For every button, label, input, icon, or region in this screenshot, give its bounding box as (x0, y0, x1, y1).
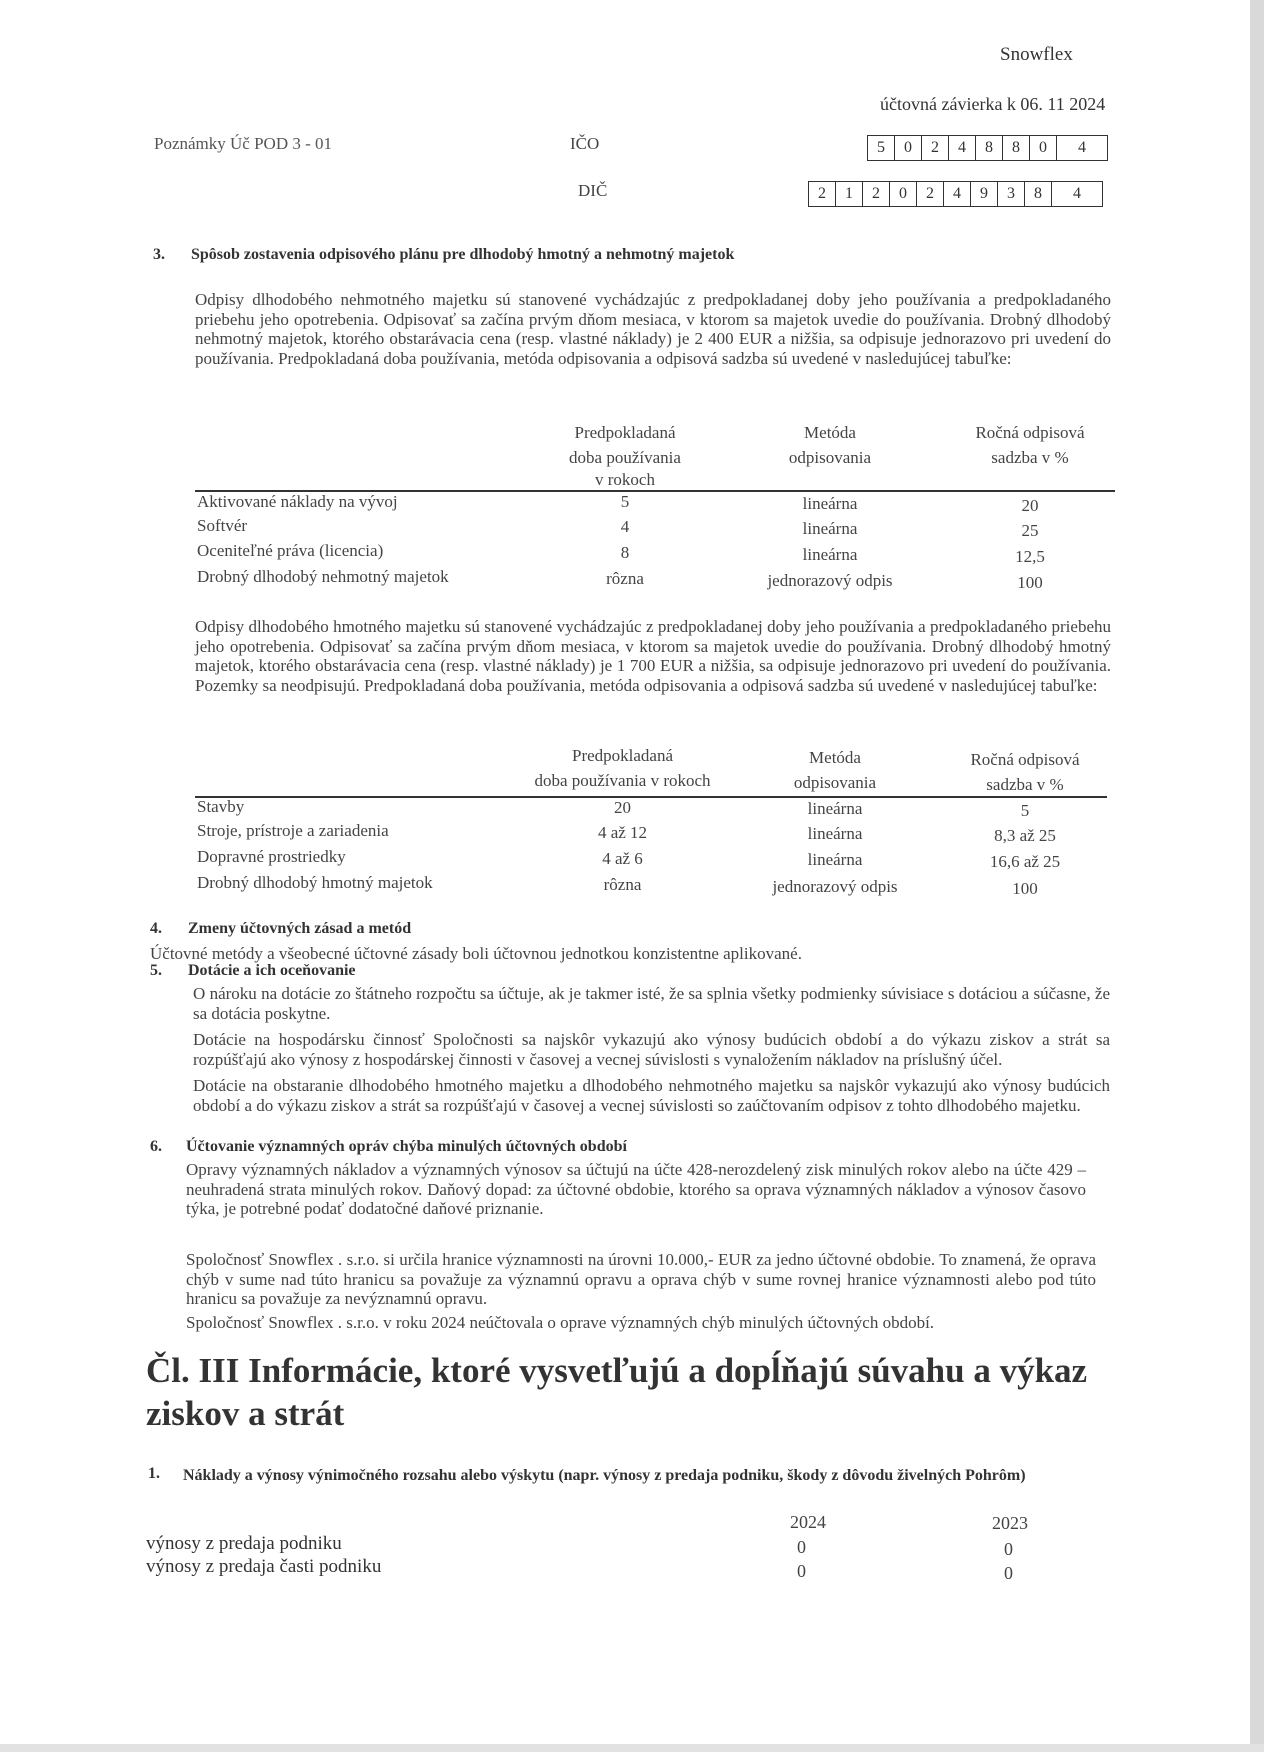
tangible-col-years-head (515, 743, 730, 793)
head-line: Predpokladaná (571, 746, 674, 765)
head-line: sadzba v % (986, 775, 1064, 794)
section-5-p3: Dotácie na obstaranie dlhodobého hmotného majetku a dlhodobého nehmotného majetku sa najskôr vykazujú ako výnosy budúcich období a do výkazu ziskov a strát sa rozpúšťajú v časovej a vecnej súvislosti so zaúčtovaním odpisov z tohto dlhodobého majetku. (193, 1076, 1110, 1115)
dic-digit: 9 (971, 182, 998, 206)
head-line: Metóda (804, 423, 856, 442)
section-5-number: 5. (150, 962, 162, 979)
head-line: v rokoch (595, 470, 655, 489)
tangible-row-rate: 8,3 až 25 (994, 826, 1056, 845)
intangible-row-rate: 20 (1021, 496, 1039, 515)
dic-digit: 4 (1073, 185, 1081, 202)
intangible-row-name: Drobný dlhodobý nehmotný majetok (197, 567, 449, 586)
intangible-row-name: Softvér (197, 516, 248, 535)
tangible-row-rate: 100 (1012, 879, 1038, 898)
dic-digit-boxes (808, 181, 1103, 207)
section-6-p3: Spoločnosť Snowflex . s.r.o. v roku 2024 neúčtovala o oprave významných chýb minulých účtovných období. (186, 1313, 935, 1332)
item-1-number: 1. (148, 1465, 160, 1482)
intangible-row-years: rôzna (606, 569, 644, 588)
dic-digit: 2 (809, 182, 836, 206)
tangible-row-rate: 5 (1020, 801, 1030, 820)
head-line: doba používania v rokoch (534, 771, 711, 790)
ico-digit: 8 (976, 136, 1003, 160)
tangible-row-rate: 16,6 až 25 (989, 852, 1061, 871)
scan-edge-right (1250, 0, 1264, 1752)
intangible-row-years: 5 (620, 492, 630, 511)
item-1-title: Náklady a výnosy výnimočného rozsahu alebo výskytu (napr. výnosy z predaja podniku, škody z dôvodu živelných Pohrôm) (183, 1467, 1026, 1484)
dic-digit: 3 (998, 182, 1025, 206)
intangible-row-method: lineárna (802, 545, 858, 564)
section-4-title: Zmeny účtovných zásad a metód (188, 920, 412, 937)
row-value-2024: 0 (797, 1537, 806, 1557)
tangible-row-years: 20 (614, 798, 631, 817)
head-line: odpisovania (793, 773, 877, 792)
section-5-p2: Dotácie na hospodársku činnosť Spoločnosti sa najskôr vykazujú ako výnosy budúcich období a do výkazu ziskov a strát sa rozpúšťajú ako výnosy z hospodárskej činnosti v časovej a vecnej súvislosti s vynaložením nákladov na príslušný účel. (193, 1030, 1110, 1069)
intangible-row-method: jednorazový odpis (767, 571, 893, 590)
row-value-2023: 0 (1004, 1539, 1013, 1559)
tangible-row-years: 4 až 6 (602, 849, 643, 868)
head-line: odpisovania (788, 448, 872, 467)
tangible-row-method: lineárna (807, 799, 863, 818)
head-line: doba používania (569, 448, 681, 467)
tangible-row-method: jednorazový odpis (772, 877, 898, 896)
ico-digit: 8 (1003, 136, 1030, 160)
intangible-col-years-head (540, 420, 710, 490)
dic-label: DIČ (578, 181, 608, 200)
intangible-row-method: lineárna (802, 519, 858, 538)
year-2024-header: 2024 (790, 1512, 826, 1532)
ico-label: IČO (570, 134, 600, 153)
tangible-row-name: Stavby (197, 797, 245, 816)
tangible-row-name: Dopravné prostriedky (197, 847, 346, 866)
intangible-row-years: 8 (620, 543, 630, 562)
head-line: Predpokladaná (574, 423, 676, 442)
section-5-title: Dotácie a ich oceňovanie (188, 962, 356, 979)
ico-digit: 4 (949, 136, 976, 160)
scan-edge-bottom (0, 1744, 1264, 1752)
section-6-p2: Spoločnosť Snowflex . s.r.o. si určila hranice významnosti na úrovni 10.000,- EUR za jedno účtovné obdobie. To znamená, že oprava chýb v sume nad túto hranicu sa považuje za významnú opravu a oprava chýb v sume rovnej hranice významnosti alebo pod túto hranicu sa považuje za nevýznamnú opravu. (186, 1250, 1096, 1308)
row-value-2024: 0 (797, 1561, 806, 1581)
ico-digit: 4 (1078, 139, 1086, 156)
intangible-row-rate: 100 (1017, 573, 1043, 592)
tangible-col-rate-head (935, 747, 1115, 797)
dic-digit: 2 (863, 182, 890, 206)
chapter-3-title: Čl. III Informácie, ktoré vysvetľujú a dopĺňajú súvahu a výkaz ziskov a strát (146, 1351, 1088, 1433)
intangible-row-method: lineárna (802, 494, 858, 513)
head-line: Ročná odpisová (975, 423, 1085, 442)
ico-digit-boxes (867, 135, 1108, 161)
dic-digit: 2 (917, 182, 944, 206)
notes-form-id: Poznámky Úč POD 3 - 01 (154, 134, 333, 153)
section-6-number: 6. (150, 1138, 162, 1155)
intangible-row-years: 4 (620, 517, 630, 536)
intangible-row-rate: 12,5 (1015, 547, 1045, 566)
ico-digit: 0 (1030, 136, 1057, 160)
head-line: Metóda (809, 748, 861, 767)
year-2023-header: 2023 (992, 1513, 1028, 1533)
closing-date-line: účtovná závierka k 06. 11 2024 (880, 94, 1106, 114)
section-4-number: 4. (150, 920, 162, 937)
section-6-title: Účtovanie významných opráv chýba minulých účtovných období (186, 1138, 627, 1155)
row-label: výnosy z predaja podniku (146, 1533, 342, 1554)
ico-digit: 2 (922, 136, 949, 160)
intangible-col-method-head (740, 420, 920, 470)
section-3-number: 3. (153, 246, 165, 263)
ico-digit: 0 (895, 136, 922, 160)
section-5-p1: O nároku na dotácie zo štátneho rozpočtu sa účtuje, ak je takmer isté, že sa splnia všetky podmienky súvisiace s dotáciou a súčasne, že sa dotácia poskytne. (193, 984, 1110, 1023)
dic-digit: 0 (890, 182, 917, 206)
section-6-p1: Opravy významných nákladov a významných výnosov sa účtujú na účte 428-nerozdelený zisk minulých rokov alebo na účte 429 – neuhradená strata minulých rokov. Daňový dopad: za účtovné obdobie, ktorého sa oprava významných nákladov a výnosov časovo týka, je potrebné podať dodatočné daňové priznanie. (186, 1160, 1086, 1218)
dic-digit: 1 (836, 182, 863, 206)
tangible-row-method: lineárna (807, 824, 863, 843)
intangible-row-name: Oceniteľné práva (licencia) (197, 541, 384, 560)
intangible-col-rate-head (940, 420, 1120, 470)
section-3-title: Spôsob zostavenia odpisového plánu pre dlhodobý hmotný a nehmotný majetok (191, 246, 735, 263)
section-4-text: Účtovné metódy a všeobecné účtovné zásady boli účtovnou jednotkou konzistentne aplikované. (150, 944, 802, 963)
tangible-row-name: Drobný dlhodobý hmotný majetok (197, 873, 433, 892)
intangible-row-name: Aktivované náklady na vývoj (197, 492, 398, 511)
tangible-paragraph: Odpisy dlhodobého hmotného majetku sú stanovené vychádzajúc z predpokladanej doby jeho používania a predpokladaného priebehu jeho opotrebenia. Odpisovať sa začína prvým dňom mesiaca, v ktorom sa majetok uvedie do používania. Drobný dlhodobý hmotný majetok, ktorého obstarávacia cena (resp. vlastné náklady) je 1 700 EUR a nižšia, sa odpisuje jednorazovo pri uvedení do používania. Pozemky sa neodpisujú. Predpokladaná doba používania, metóda odpisovania a odpisová sadzba sú uvedené v nasledujúcej tabuľke: (195, 617, 1111, 695)
intangible-row-rate: 25 (1021, 521, 1039, 540)
head-line: sadzba v % (991, 448, 1069, 467)
dic-digit: 4 (944, 182, 971, 206)
row-value-2023: 0 (1004, 1563, 1013, 1583)
company-name: Snowflex (1000, 44, 1073, 65)
tangible-row-method: lineárna (807, 850, 863, 869)
intangible-paragraph: Odpisy dlhodobého nehmotného majetku sú stanovené vychádzajúc z predpokladanej doby jeho používania a predpokladaného priebehu jeho opotrebenia. Odpisovať sa začína prvým dňom mesiaca, v ktorom sa majetok uvedie do používania. Drobný dlhodobý nehmotný majetok, ktorého obstarávacia cena (resp. vlastné náklady) je 2 400 EUR a nižšia, sa odpisuje jednorazovo pri uvedení do používania. Predpokladaná doba používania, metóda odpisovania a odpisová sadzba sú uvedené v nasledujúcej tabuľke: (195, 290, 1111, 368)
ico-digit: 5 (868, 136, 895, 160)
tangible-row-name: Stroje, prístroje a zariadenia (197, 821, 389, 840)
tangible-row-years: rôzna (603, 875, 642, 894)
head-line: Ročná odpisová (970, 750, 1080, 769)
dic-digit: 8 (1025, 182, 1052, 206)
tangible-row-years: 4 až 12 (597, 823, 648, 842)
tangible-col-method-head (745, 745, 925, 795)
row-label: výnosy z predaja časti podniku (146, 1556, 382, 1577)
